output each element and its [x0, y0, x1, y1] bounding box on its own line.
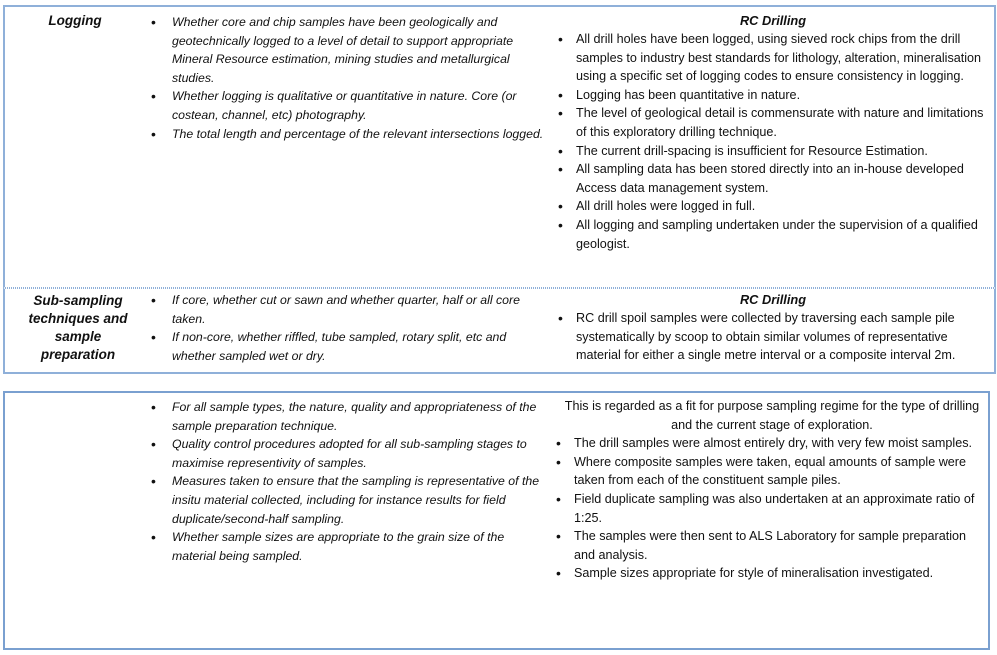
sample-preparation-row	[3, 391, 990, 650]
explanation-item: • The total length and percentage of the relevant intersections logged.	[151, 125, 545, 144]
commentary-item: • The drill samples were almost entirely dry, with very few moist samples.	[556, 434, 988, 453]
logging-commentary	[558, 12, 988, 253]
logging-explanation-list	[151, 13, 545, 143]
sample-prep-commentary-list	[556, 434, 988, 583]
explanation-item: • Whether sample sizes are appropriate to the grain size of the material being sampled.	[151, 528, 545, 565]
commentary-intro: This is regarded as a fit for purpose sampling regime for the type of drilling and the current stage of exploration.	[564, 399, 980, 432]
commentary-item: • The current drill-spacing is insufficient for Resource Estimation.	[558, 142, 988, 161]
explanation-item: • If core, whether cut or sawn and whether quarter, half or all core taken.	[151, 291, 545, 328]
sub-sampling-explanation-list	[151, 291, 545, 365]
explanation-item: • If non-core, whether riffled, tube sampled, rotary split, etc and whether sampled wet or dry.	[151, 328, 545, 365]
commentary-item: • Logging has been quantitative in nature.	[558, 86, 988, 105]
logging-commentary-list	[558, 30, 988, 253]
explanation-item: • Whether core and chip samples have been geologically and geotechnically logged to a level of detail to support appropriate Mineral Resource estimation, mining studies and metallurgical studies.	[151, 13, 545, 87]
explanation-item: • Measures taken to ensure that the sampling is representative of the insitu material collected, including for instance results for field duplicate/second-half sampling.	[151, 472, 545, 528]
commentary-item: • All drill holes have been logged, using sieved rock chips from the drill samples to industry best standards for lithology, alteration, mineralisation using a specific set of logging codes to ensure consistency in logging.	[558, 30, 988, 86]
commentary-item: • Sample sizes appropriate for style of mineralisation investigated.	[556, 564, 988, 583]
logging-row	[3, 5, 996, 288]
sample-prep-commentary	[556, 397, 988, 583]
sub-sampling-commentary	[558, 291, 988, 365]
commentary-item: • All drill holes were logged in full.	[558, 197, 988, 216]
commentary-heading: RC Drilling	[739, 292, 807, 307]
commentary-item: • All sampling data has been stored directly into an in-house developed Access data management system.	[558, 160, 988, 197]
commentary-item: • Where composite samples were taken, equal amounts of sample were taken from each of the constituent sample piles.	[556, 453, 988, 490]
explanation-item: • Whether logging is qualitative or quantitative in nature. Core (or costean, channel, etc) photography.	[151, 87, 545, 124]
explanation-item: • For all sample types, the nature, quality and appropriateness of the sample preparation technique.	[151, 398, 545, 435]
commentary-item: • RC drill spoil samples were collected by traversing each sample pile systematically by scoop to obtain similar volumes of representative material for either a single metre interval or a composite interval 2m.	[558, 309, 988, 365]
commentary-heading: RC Drilling	[739, 13, 807, 28]
criteria-sub-sampling: Sub-sampling techniques and sample preparation	[28, 293, 128, 362]
sub-sampling-commentary-list	[558, 309, 988, 365]
criteria-logging: Logging	[48, 13, 102, 28]
commentary-item: • Field duplicate sampling was also undertaken at an approximate ratio of 1:25.	[556, 490, 988, 527]
commentary-item: • The level of geological detail is commensurate with nature and limitations of this exploratory drilling technique.	[558, 104, 988, 141]
commentary-item: • All logging and sampling undertaken under the supervision of a qualified geologist.	[558, 216, 988, 253]
sub-sampling-row	[3, 288, 996, 374]
sample-prep-explanation-list	[151, 398, 545, 565]
explanation-item: • Quality control procedures adopted for all sub-sampling stages to maximise representivity of samples.	[151, 435, 545, 472]
commentary-item: • The samples were then sent to ALS Laboratory for sample preparation and analysis.	[556, 527, 988, 564]
